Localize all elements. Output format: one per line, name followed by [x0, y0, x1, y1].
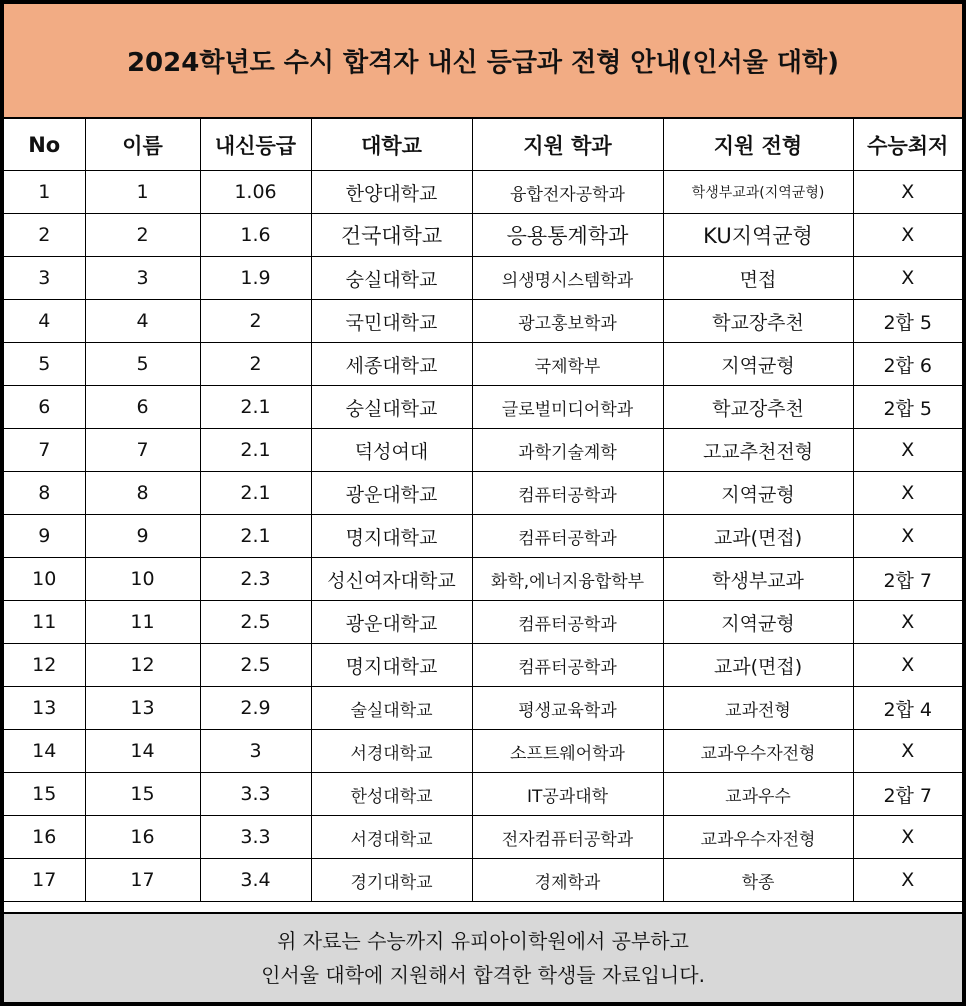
- cell-admission-type: 학종: [663, 859, 853, 902]
- page-title: 2024학년도 수시 합격자 내신 등급과 전형 안내(인서울 대학): [4, 4, 962, 119]
- cell-csat-minimum: 2합 5: [853, 386, 962, 429]
- cell-department: 소프트웨어학과: [472, 730, 663, 773]
- cell-university: 한양대학교: [311, 171, 472, 214]
- cell-department: 컴퓨터공학과: [472, 515, 663, 558]
- table-row: [4, 687, 962, 730]
- cell-csat-minimum: X: [853, 644, 962, 687]
- cell-department: 과학기술계학: [472, 429, 663, 472]
- table-row: [4, 859, 962, 902]
- cell-university: 술실대학교: [311, 687, 472, 730]
- cell-no: 15: [4, 773, 85, 816]
- cell-no: 8: [4, 472, 85, 515]
- cell-no: 2: [4, 214, 85, 257]
- cell-csat-minimum: X: [853, 816, 962, 859]
- cell-department: 글로벌미디어학과: [472, 386, 663, 429]
- cell-name: 5: [85, 343, 200, 386]
- cell-university: 광운대학교: [311, 472, 472, 515]
- cell-csat-minimum: X: [853, 214, 962, 257]
- cell-name: 8: [85, 472, 200, 515]
- cell-university: 명지대학교: [311, 515, 472, 558]
- cell-admission-type: 교과전형: [663, 687, 853, 730]
- cell-name: 17: [85, 859, 200, 902]
- cell-csat-minimum: X: [853, 601, 962, 644]
- table-row: [4, 644, 962, 687]
- admissions-table: [4, 119, 962, 902]
- cell-university: 광운대학교: [311, 601, 472, 644]
- cell-csat-minimum: X: [853, 515, 962, 558]
- cell-grade: 3.4: [200, 859, 311, 902]
- cell-name: 6: [85, 386, 200, 429]
- cell-name: 13: [85, 687, 200, 730]
- cell-csat-minimum: X: [853, 730, 962, 773]
- table-row: [4, 558, 962, 601]
- table-row: [4, 257, 962, 300]
- cell-csat-minimum: 2합 6: [853, 343, 962, 386]
- cell-university: 한성대학교: [311, 773, 472, 816]
- col-header-no: No: [4, 119, 85, 171]
- cell-department: 국제학부: [472, 343, 663, 386]
- cell-admission-type: 교과(면접): [663, 644, 853, 687]
- col-header-admission-type: 지원 전형: [663, 119, 853, 171]
- cell-university: 건국대학교: [311, 214, 472, 257]
- cell-department: 평생교육학과: [472, 687, 663, 730]
- col-header-csat-minimum: 수능최저: [853, 119, 962, 171]
- cell-university: 세종대학교: [311, 343, 472, 386]
- cell-university: 성신여자대학교: [311, 558, 472, 601]
- cell-csat-minimum: X: [853, 171, 962, 214]
- col-header-grade: 내신등급: [200, 119, 311, 171]
- cell-grade: 2.3: [200, 558, 311, 601]
- cell-no: 6: [4, 386, 85, 429]
- cell-department: 광고홍보학과: [472, 300, 663, 343]
- cell-department: 컴퓨터공학과: [472, 644, 663, 687]
- cell-csat-minimum: 2합 7: [853, 558, 962, 601]
- footer-line-2: 인서울 대학에 지원해서 합격한 학생들 자료입니다.: [261, 963, 705, 987]
- cell-name: 10: [85, 558, 200, 601]
- cell-grade: 2.5: [200, 601, 311, 644]
- cell-department: 경제학과: [472, 859, 663, 902]
- cell-name: 4: [85, 300, 200, 343]
- cell-name: 1: [85, 171, 200, 214]
- cell-grade: 2.5: [200, 644, 311, 687]
- cell-no: 7: [4, 429, 85, 472]
- cell-admission-type: 학교장추천: [663, 386, 853, 429]
- table-row: [4, 730, 962, 773]
- cell-no: 12: [4, 644, 85, 687]
- cell-csat-minimum: X: [853, 429, 962, 472]
- cell-university: 숭실대학교: [311, 257, 472, 300]
- cell-university: 덕성여대: [311, 429, 472, 472]
- cell-no: 5: [4, 343, 85, 386]
- cell-university: 국민대학교: [311, 300, 472, 343]
- cell-grade: 2: [200, 300, 311, 343]
- cell-university: 서경대학교: [311, 816, 472, 859]
- cell-grade: 3.3: [200, 773, 311, 816]
- table-row: [4, 214, 962, 257]
- cell-department: 전자컴퓨터공학과: [472, 816, 663, 859]
- cell-grade: 2.1: [200, 515, 311, 558]
- cell-grade: 2.1: [200, 472, 311, 515]
- cell-csat-minimum: X: [853, 859, 962, 902]
- cell-no: 14: [4, 730, 85, 773]
- cell-admission-type: 지역균형: [663, 343, 853, 386]
- footer-line-1: 위 자료는 수능까지 유피아이학원에서 공부하고: [277, 929, 689, 953]
- cell-grade: 1.06: [200, 171, 311, 214]
- table-row: [4, 300, 962, 343]
- cell-department: 의생명시스템학과: [472, 257, 663, 300]
- cell-department: IT공과대학: [472, 773, 663, 816]
- cell-csat-minimum: 2합 4: [853, 687, 962, 730]
- cell-no: 10: [4, 558, 85, 601]
- cell-department: 화학,에너지융합학부: [472, 558, 663, 601]
- col-header-name: 이름: [85, 119, 200, 171]
- cell-admission-type: 교과우수자전형: [663, 730, 853, 773]
- cell-university: 경기대학교: [311, 859, 472, 902]
- cell-department: 컴퓨터공학과: [472, 472, 663, 515]
- cell-admission-type: 학생부교과(지역균형): [663, 171, 853, 214]
- cell-grade: 2.9: [200, 687, 311, 730]
- cell-university: 숭실대학교: [311, 386, 472, 429]
- col-header-department: 지원 학과: [472, 119, 663, 171]
- cell-admission-type: 교과우수자전형: [663, 816, 853, 859]
- cell-department: 컴퓨터공학과: [472, 601, 663, 644]
- cell-grade: 3: [200, 730, 311, 773]
- cell-no: 17: [4, 859, 85, 902]
- cell-name: 7: [85, 429, 200, 472]
- cell-admission-type: 고교추천전형: [663, 429, 853, 472]
- cell-grade: 3.3: [200, 816, 311, 859]
- table-row: [4, 601, 962, 644]
- cell-no: 9: [4, 515, 85, 558]
- cell-department: 융합전자공학과: [472, 171, 663, 214]
- cell-admission-type: 지역균형: [663, 601, 853, 644]
- table-row: [4, 386, 962, 429]
- cell-name: 12: [85, 644, 200, 687]
- cell-csat-minimum: 2합 7: [853, 773, 962, 816]
- cell-admission-type: KU지역균형: [663, 214, 853, 257]
- table-row: [4, 773, 962, 816]
- cell-csat-minimum: X: [853, 472, 962, 515]
- cell-no: 13: [4, 687, 85, 730]
- cell-no: 4: [4, 300, 85, 343]
- cell-no: 3: [4, 257, 85, 300]
- col-header-university: 대학교: [311, 119, 472, 171]
- cell-name: 3: [85, 257, 200, 300]
- table-header-row: [4, 119, 962, 171]
- cell-grade: 1.9: [200, 257, 311, 300]
- table-row: [4, 343, 962, 386]
- cell-name: 11: [85, 601, 200, 644]
- table-row: [4, 816, 962, 859]
- cell-department: 응용통계학과: [472, 214, 663, 257]
- cell-grade: 1.6: [200, 214, 311, 257]
- cell-grade: 2.1: [200, 429, 311, 472]
- cell-admission-type: 학생부교과: [663, 558, 853, 601]
- cell-admission-type: 교과우수: [663, 773, 853, 816]
- cell-name: 16: [85, 816, 200, 859]
- cell-admission-type: 교과(면접): [663, 515, 853, 558]
- cell-grade: 2.1: [200, 386, 311, 429]
- table-row: [4, 472, 962, 515]
- cell-name: 15: [85, 773, 200, 816]
- cell-no: 1: [4, 171, 85, 214]
- cell-no: 11: [4, 601, 85, 644]
- cell-admission-type: 지역균형: [663, 472, 853, 515]
- cell-csat-minimum: X: [853, 257, 962, 300]
- cell-grade: 2: [200, 343, 311, 386]
- cell-name: 9: [85, 515, 200, 558]
- cell-csat-minimum: 2합 5: [853, 300, 962, 343]
- cell-name: 2: [85, 214, 200, 257]
- table-row: [4, 429, 962, 472]
- cell-admission-type: 학교장추천: [663, 300, 853, 343]
- table-row: [4, 515, 962, 558]
- cell-admission-type: 면접: [663, 257, 853, 300]
- cell-name: 14: [85, 730, 200, 773]
- footer-note: [4, 912, 962, 1002]
- cell-university: 명지대학교: [311, 644, 472, 687]
- cell-no: 16: [4, 816, 85, 859]
- cell-university: 서경대학교: [311, 730, 472, 773]
- table-row: [4, 171, 962, 214]
